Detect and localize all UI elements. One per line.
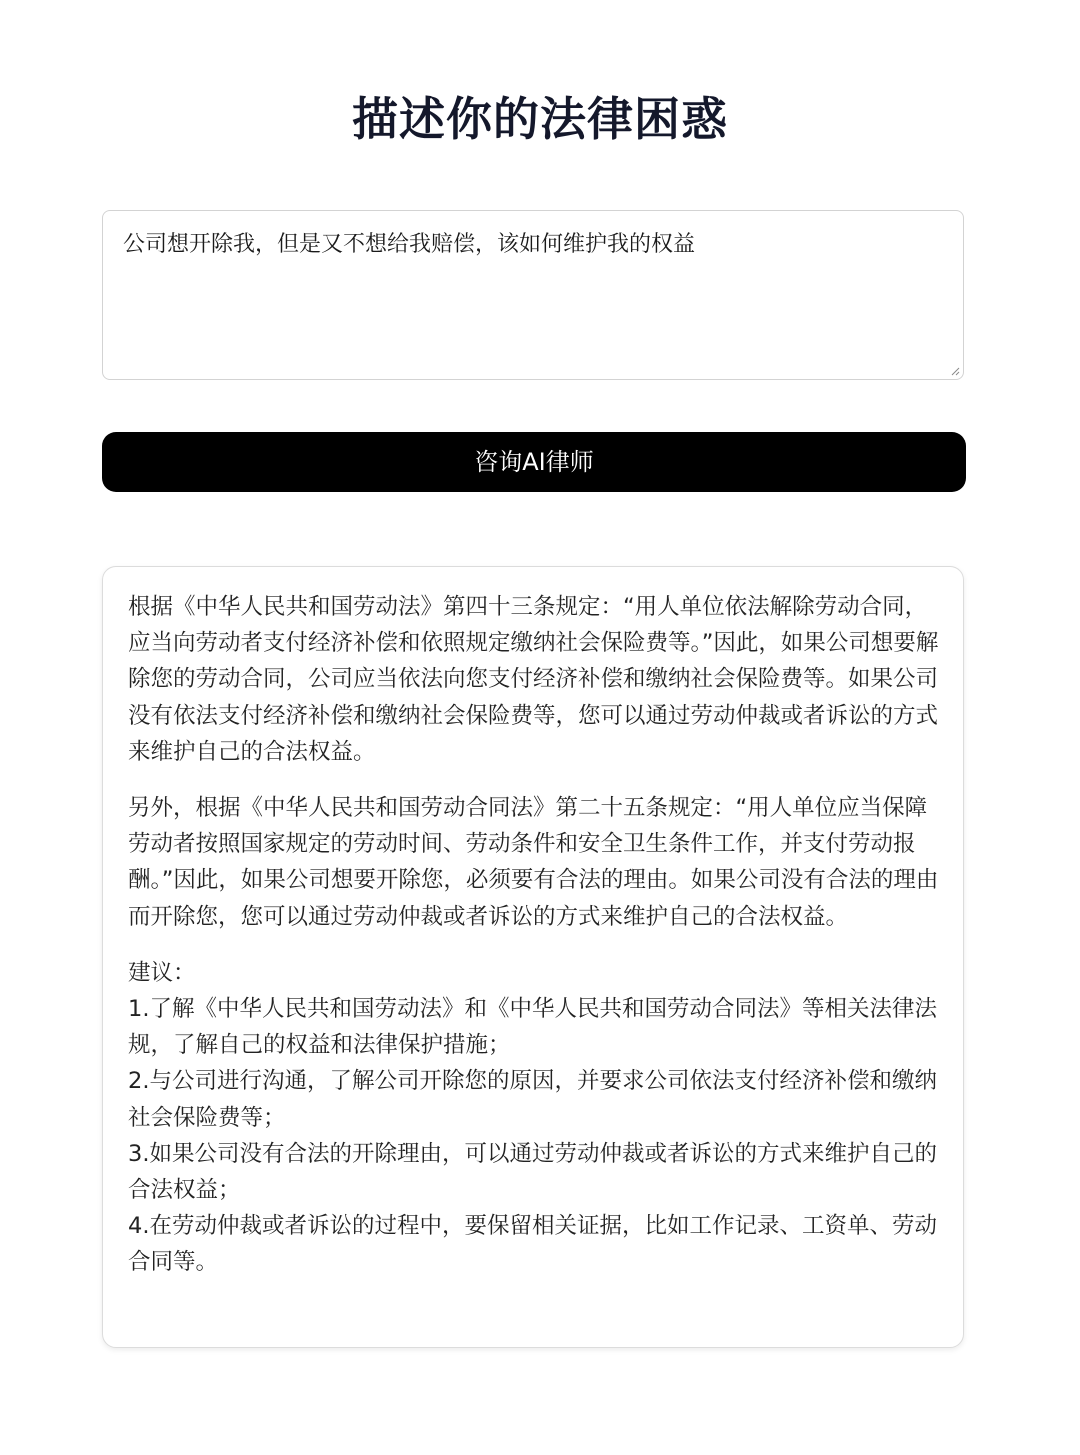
advice-item: 1.了解《中华人民共和国劳动法》和《中华人民共和国劳动合同法》等相关法律法规，了解自己的权益和法律保护措施； — [128, 996, 937, 1059]
page-title: 描述你的法律困惑 — [352, 91, 728, 146]
question-input[interactable] — [103, 211, 963, 379]
advice-list — [128, 955, 939, 1281]
advice-item: 3.如果公司没有合法的开除理由，可以通过劳动仲裁或者诉讼的方式来维护自己的合法权益； — [128, 1140, 937, 1204]
resize-grip-icon[interactable] — [951, 367, 960, 376]
advice-item: 2.与公司进行沟通，了解公司开除您的原因，并要求公司依法支付经济补偿和缴纳社会保险费等； — [128, 1068, 937, 1131]
question-input-container — [102, 210, 964, 380]
answer-paragraph: 根据《中华人民共和国劳动法》第四十三条规定：“用人单位依法解除劳动合同，应当向劳动者支付经济补偿和依照规定缴纳社会保险费等。”因此，如果公司想要解除您的劳动合同，公司应当依法向您支付经济补偿和缴纳社会保险费等。如果公司没有依法支付经济补偿和缴纳社会保险费等，您可以通过劳动仲裁或者诉讼的方式来维护自己的合法权益。 — [128, 594, 939, 765]
advice-heading: 建议： — [128, 959, 196, 986]
consult-ai-lawyer-button[interactable]: 咨询AI律师 — [102, 432, 966, 492]
answer-card — [102, 566, 964, 1348]
advice-item: 4.在劳动仲裁或者诉讼的过程中，要保留相关证据，比如工作记录、工资单、劳动合同等。 — [128, 1213, 937, 1276]
answer-paragraph: 另外，根据《中华人民共和国劳动合同法》第二十五条规定：“用人单位应当保障劳动者按照国家规定的劳动时间、劳动条件和安全卫生条件工作，并支付劳动报酬。”因此，如果公司想要开除您，必须要有合法的理由。如果公司没有合法的理由而开除您，您可以通过劳动仲裁或者诉讼的方式来维护自己的合法权益。 — [128, 795, 939, 930]
